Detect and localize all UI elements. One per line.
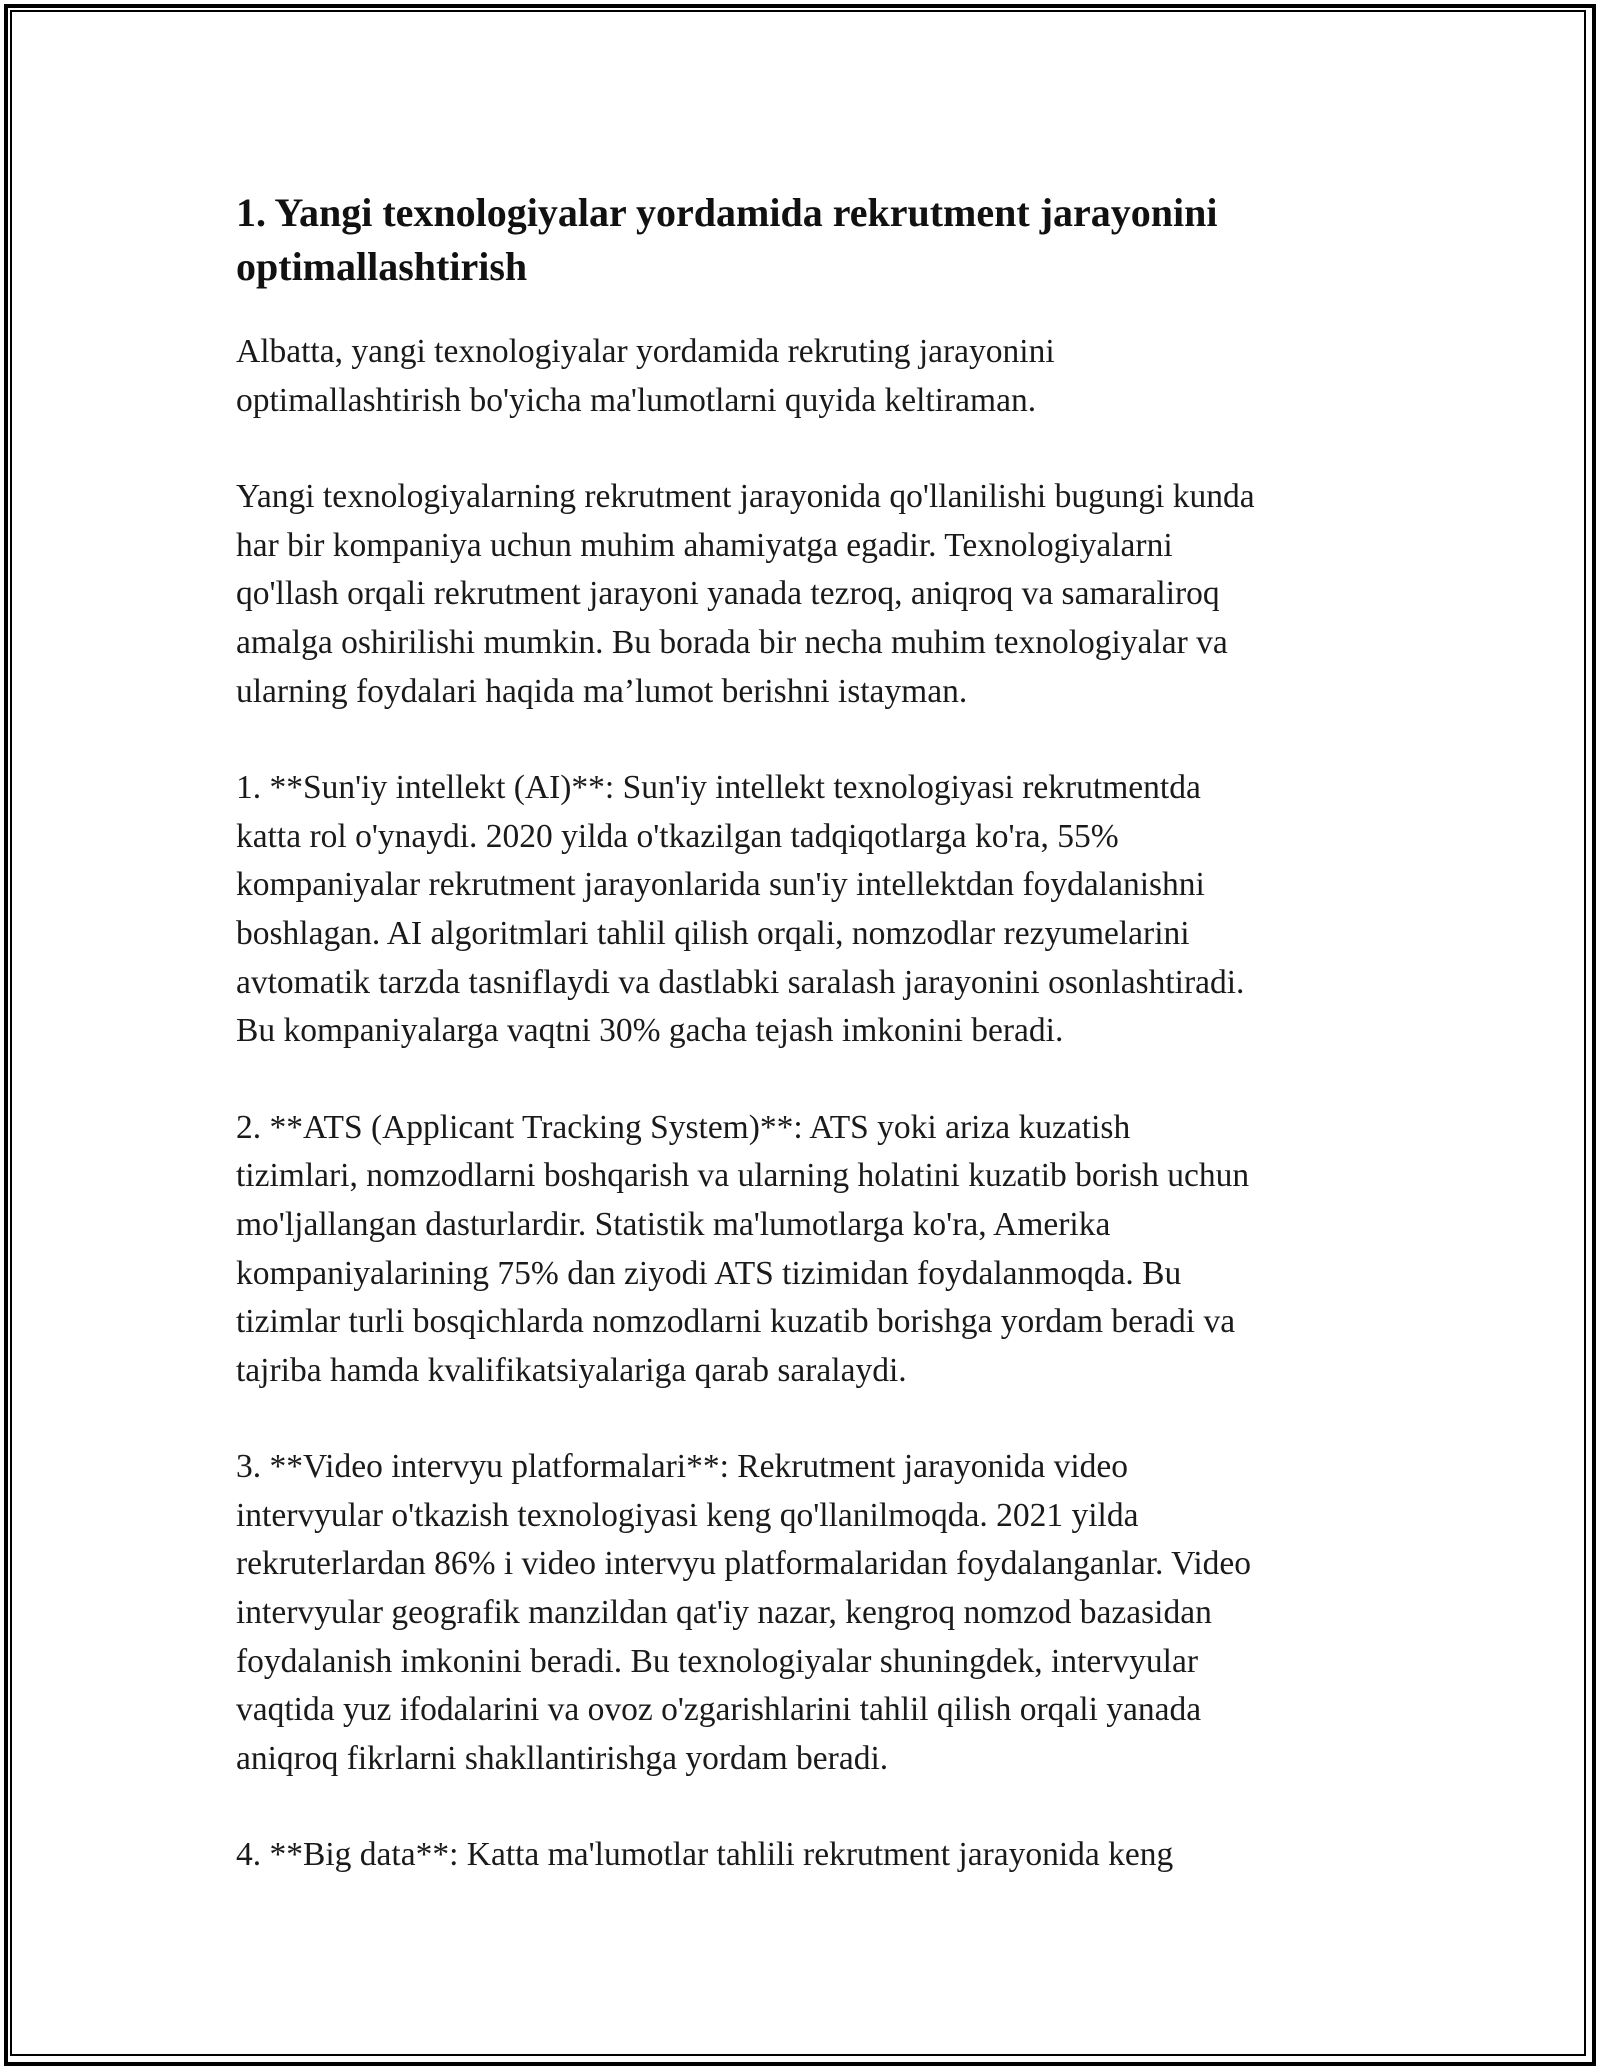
ats-paragraph	[236, 1104, 1366, 1396]
text-line: 3. **Video intervyu platformalari**: Rekrutment jarayonida video	[236, 1448, 1129, 1486]
text-line: Bu kompaniyalarga vaqtni 30% gacha tejash imkonini beradi.	[236, 1012, 1064, 1050]
intro-paragraph	[236, 328, 1366, 425]
text-line: tizimlar turli bosqichlarda nomzodlarni kuzatib borishga yordam beradi va	[236, 1303, 1236, 1341]
video-interview-paragraph	[236, 1443, 1366, 1783]
text-line: katta rol o'ynaydi. 2020 yilda o'tkazilgan tadqiqotlarga ko'ra, 55%	[236, 817, 1119, 855]
text-line: tajriba hamda kvalifikatsiyalariga qarab saralaydi.	[236, 1351, 907, 1389]
text-line: avtomatik tarzda tasniflaydi va dastlabki saralash jarayonini osonlashtiradi.	[236, 963, 1245, 1001]
text-line: foydalanish imkonini beradi. Bu texnologiyalar shuningdek, intervyular	[236, 1642, 1198, 1680]
text-line: tizimlari, nomzodlarni boshqarish va ularning holatini kuzatib borish uchun	[236, 1157, 1250, 1195]
text-line: intervyular geografik manzildan qat'iy nazar, kengroq nomzod bazasidan	[236, 1594, 1212, 1632]
document-body	[236, 186, 1366, 1928]
text-line: optimallashtirish bo'yicha ma'lumotlarni quyida keltiraman.	[236, 381, 1037, 419]
text-line: 2. **ATS (Applicant Tracking System)**: ATS yoki ariza kuzatish	[236, 1108, 1131, 1146]
ai-paragraph	[236, 764, 1366, 1056]
text-line: 1. **Sun'iy intellekt (AI)**: Sun'iy intellekt texnologiyasi rekrutmentda	[236, 769, 1201, 807]
text-line: intervyular o'tkazish texnologiyasi keng qo'llanilmoqda. 2021 yilda	[236, 1496, 1139, 1534]
text-line: har bir kompaniya uchun muhim ahamiyatga egadir. Texnologiyalarni	[236, 526, 1173, 564]
text-line: ularning foydalari haqida ma’lumot berishni istayman.	[236, 672, 968, 710]
text-line: vaqtida yuz ifodalarini va ovoz o'zgarishlarini tahlil qilish orqali yanada	[236, 1691, 1202, 1729]
text-line: 4. **Big data**: Katta ma'lumotlar tahlili rekrutment jarayonida keng	[236, 1836, 1174, 1874]
text-line: kompaniyalar rekrutment jarayonlarida sun'iy intellektdan foydalanishni	[236, 866, 1205, 904]
document-title	[236, 186, 1366, 294]
text-line: Yangi texnologiyalarning rekrutment jarayonida qo'llanilishi bugungi kunda	[236, 478, 1255, 516]
overview-paragraph	[236, 473, 1366, 716]
text-line: boshlagan. AI algoritmlari tahlil qilish orqali, nomzodlar rezyumelarini	[236, 914, 1190, 952]
text-line: rekruterlardan 86% i video intervyu platformalaridan foydalanganlar. Video	[236, 1545, 1252, 1583]
text-line: aniqroq fikrlarni shakllantirishga yordam beradi.	[236, 1739, 889, 1777]
text-line: mo'ljallangan dasturlardir. Statistik ma'lumotlarga ko'ra, Amerika	[236, 1205, 1111, 1243]
text-line: amalga oshirilishi mumkin. Bu borada bir necha muhim texnologiyalar va	[236, 623, 1228, 661]
text-line: qo'llash orqali rekrutment jarayoni yanada tezroq, aniqroq va samaraliroq	[236, 575, 1220, 613]
title-line: 1. Yangi texnologiyalar yordamida rekrutment jarayonini	[236, 190, 1218, 235]
big-data-paragraph	[236, 1831, 1366, 1880]
text-line: Albatta, yangi texnologiyalar yordamida rekruting jarayonini	[236, 333, 1055, 370]
title-line: optimallashtirish	[236, 244, 528, 289]
text-line: kompaniyalarining 75% dan ziyodi ATS tizimidan foydalanmoqda. Bu	[236, 1254, 1182, 1292]
